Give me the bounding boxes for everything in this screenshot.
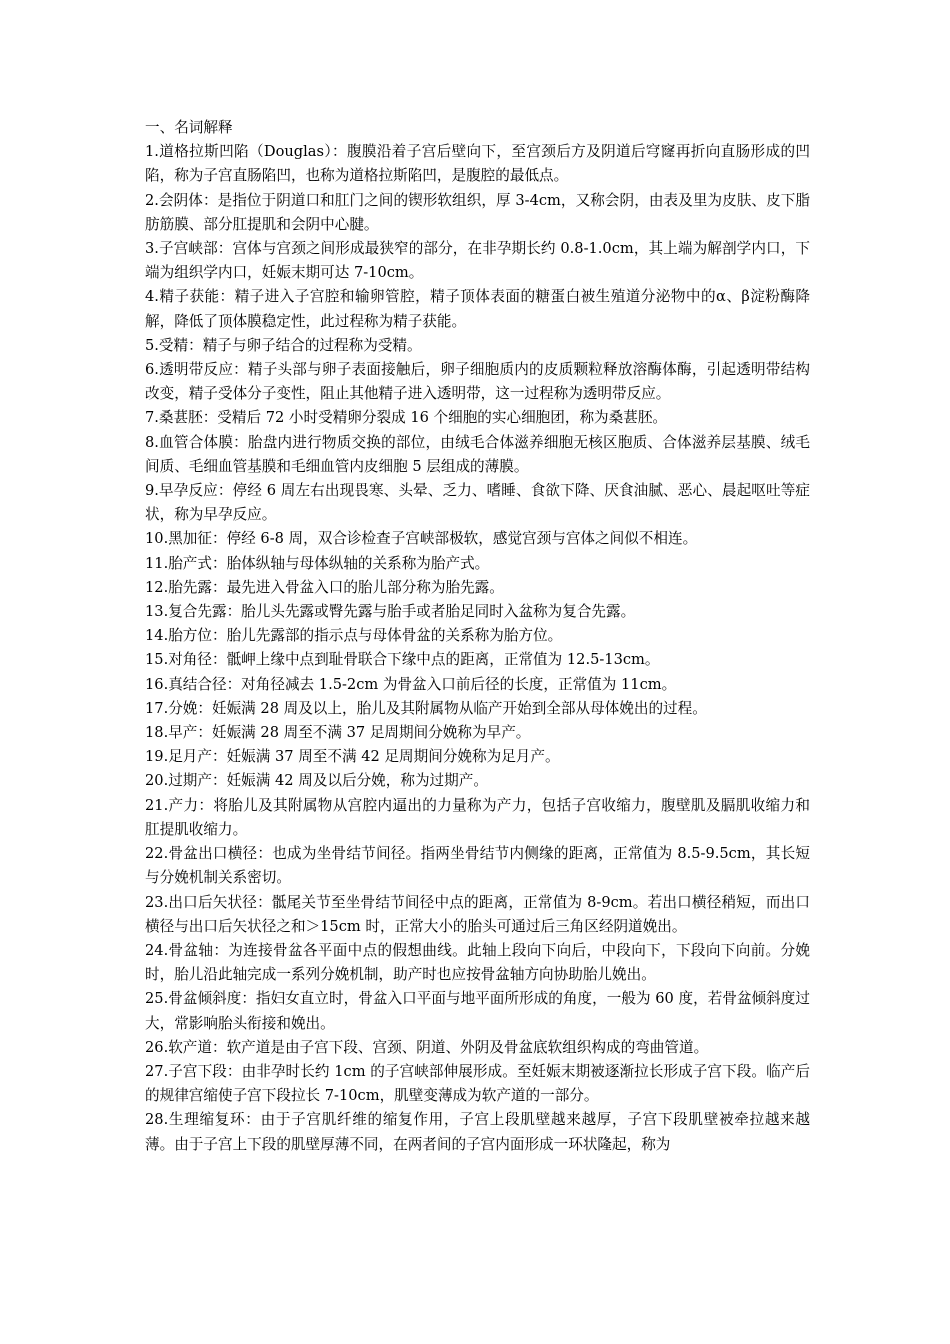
definition-entry: 19.足月产：妊娠满 37 周至不满 42 足周期间分娩称为足月产。 [145,748,560,766]
definition-entry: 6.透明带反应：精子头部与卵子表面接触后，卵子细胞质内的皮质颗粒释放溶酶体酶，引起透明带结构改变，精子受体分子变性，阻止其他精子进入透明带，这一过程称为透明带反应。 [145,361,810,403]
definition-entry: 2.会阴体：是指位于阴道口和肛门之间的锲形软组织，厚 3-4cm，又称会阴，由表及里为皮肤、皮下脂肪筋膜、部分肛提肌和会阴中心腱。 [145,191,810,233]
definition-entry: 8.血管合体膜：胎盘内进行物质交换的部位，由绒毛合体滋养细胞无核区胞质、合体滋养层基膜、绒毛间质、毛细血管基膜和毛细血管内皮细胞 5 层组成的薄膜。 [145,433,810,475]
definition-entry: 15.对角径：骶岬上缘中点到耻骨联合下缘中点的距离，正常值为 12.5-13cm。 [145,651,660,669]
definition-list [145,140,810,1157]
definition-entry: 1.道格拉斯凹陷（Douglas）：腹膜沿着子宫后壁向下，至宫颈后方及阴道后穹窿再折向直肠形成的凹陷，称为子宫直肠陷凹，也称为道格拉斯陷凹，是腹腔的最低点。 [145,143,810,185]
definition-entry: 17.分娩：妊娠满 28 周及以上，胎儿及其附属物从临产开始到全部从母体娩出的过程。 [145,699,707,717]
definition-entry: 14.胎方位：胎儿先露部的指示点与母体骨盆的关系称为胎方位。 [145,627,563,645]
definition-entry: 4.精子获能：精子进入子宫腔和输卵管腔，精子顶体表面的糖蛋白被生殖道分泌物中的α、β淀粉酶降解，降低了顶体膜稳定性，此过程称为精子获能。 [145,288,810,330]
definition-entry: 5.受精：精子与卵子结合的过程称为受精。 [145,336,422,354]
definition-entry: 26.软产道：软产道是由子宫下段、宫颈、阴道、外阴及骨盆底软组织构成的弯曲管道。 [145,1038,709,1056]
definition-entry: 21.产力：将胎儿及其附属物从宫腔内逼出的力量称为产力，包括子宫收缩力，腹壁肌及膈肌收缩力和肛提肌收缩力。 [145,796,810,838]
definition-entry: 20.过期产：妊娠满 42 周及以后分娩，称为过期产。 [145,772,488,790]
document-page [145,116,810,1157]
definition-entry: 12.胎先露：最先进入骨盆入口的胎儿部分称为胎先露。 [145,578,504,596]
definition-entry: 23.出口后矢状径：骶尾关节至坐骨结节间径中点的距离，正常值为 8-9cm。若出口横径稍短，而出口横径与出口后矢状径之和＞15cm 时，正常大小的胎头可通过后三角区经阴道娩出。 [145,893,810,935]
definition-entry: 9.早孕反应：停经 6 周左右出现畏寒、头晕、乏力、嗜睡、食欲下降、厌食油腻、恶心、晨起呕吐等症状，称为早孕反应。 [145,482,810,524]
definition-entry: 25.骨盆倾斜度：指妇女直立时，骨盆入口平面与地平面所形成的角度，一般为 60 度，若骨盆倾斜度过大，常影响胎头衔接和娩出。 [145,990,810,1032]
definition-entry: 13.复合先露：胎儿头先露或臀先露与胎手或者胎足同时入盆称为复合先露。 [145,603,636,621]
section-heading: 一、名词解释 [145,119,233,136]
definition-entry: 7.桑葚胚：受精后 72 小时受精卵分裂成 16 个细胞的实心细胞团，称为桑葚胚。 [145,409,668,427]
definition-entry: 11.胎产式：胎体纵轴与母体纵轴的关系称为胎产式。 [145,554,490,572]
definition-entry: 27.子宫下段：由非孕时长约 1cm 的子宫峡部伸展形成。至妊娠末期被逐渐拉长形成子宫下段。临产后的规律宫缩使子宫下段拉长 7-10cm，肌壁变薄成为软产道的一部分。 [145,1062,810,1105]
definition-entry: 16.真结合径：对角径减去 1.5-2cm 为骨盆入口前后径的长度，正常值为 11cm。 [145,675,677,693]
definition-entry: 18.早产：妊娠满 28 周至不满 37 足周期间分娩称为早产。 [145,724,531,742]
definition-entry: 24.骨盆轴：为连接骨盆各平面中点的假想曲线。此轴上段向下向后，中段向下，下段向下向前。分娩时，胎儿沿此轴完成一系列分娩机制，助产时也应按骨盆轴方向协助胎儿娩出。 [145,941,810,984]
definition-entry: 22.骨盆出口横径：也成为坐骨结节间径。指两坐骨结节内侧缘的距离，正常值为 8.5-9.5cm，其长短与分娩机制关系密切。 [145,845,810,887]
definition-entry: 10.黑加征：停经 6-8 周，双合诊检查子宫峡部极软，感觉宫颈与宫体之间似不相连。 [145,530,698,548]
definition-entry: 3.子宫峡部：宫体与宫颈之间形成最狭窄的部分，在非孕期长约 0.8-1.0cm，其上端为解剖学内口，下端为组织学内口，妊娠末期可达 7-10cm。 [145,240,810,282]
definition-entry: 28.生理缩复环：由于子宫肌纤维的缩复作用，子宫上段肌壁越来越厚，子宫下段肌壁被牵拉越来越薄。由于子宫上下段的肌壁厚薄不同，在两者间的子宫内面形成一环状隆起，称为 [145,1111,810,1153]
